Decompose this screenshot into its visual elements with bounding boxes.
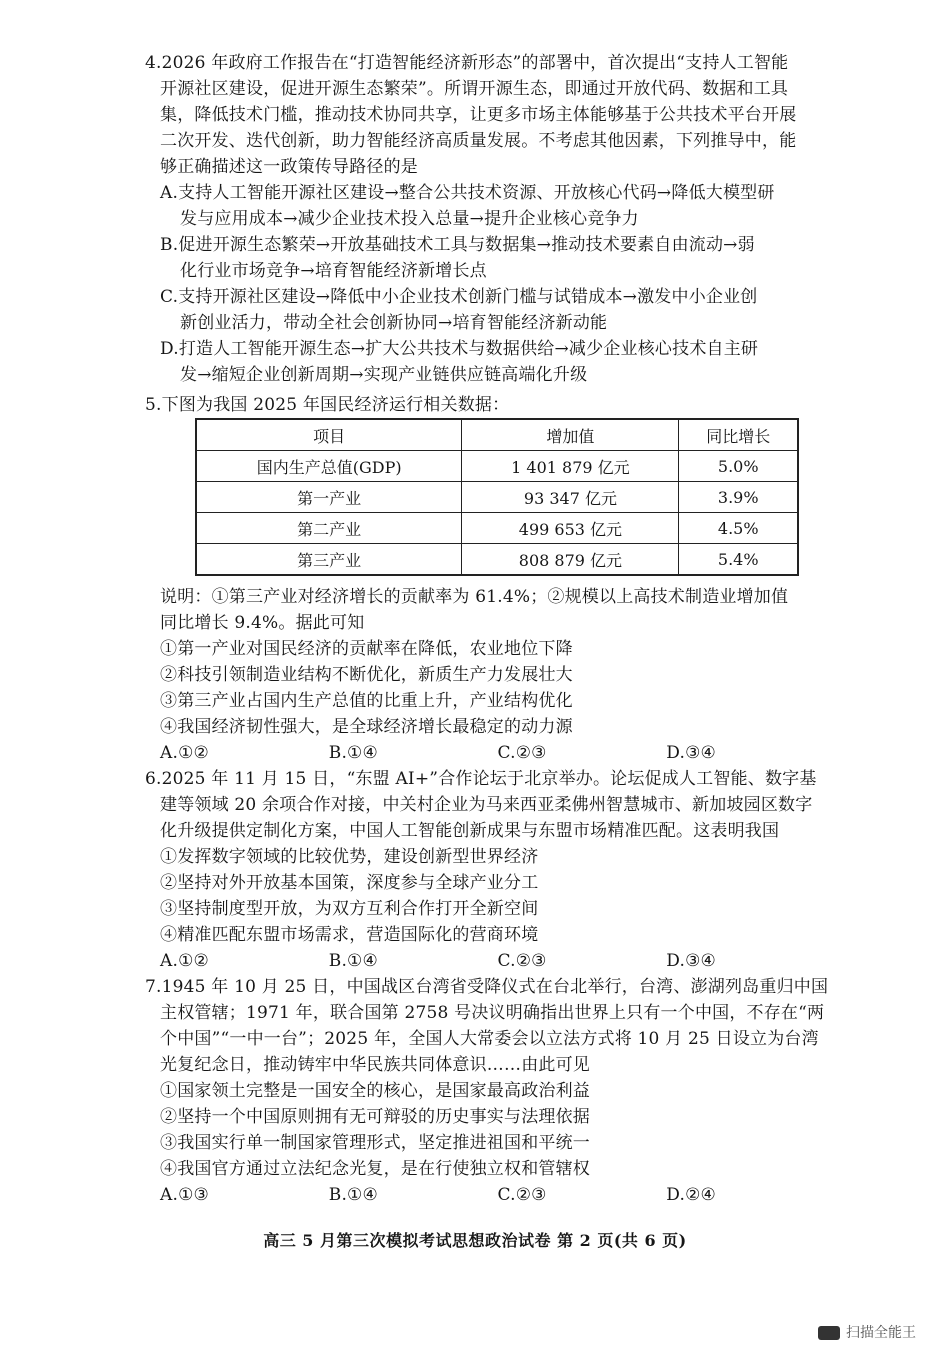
q5-note-cont: 同比增长 9.4%。据此可知 — [160, 613, 365, 633]
q7-stem-line: 主权管辖；1971 年，联合国第 2758 号决议明确指出世界上只有一个中国，不存在“两 — [160, 1003, 825, 1023]
q4-option-b: B.促进开源生态繁荣→开放基础技术工具与数据集→推动技术要素自由流动→弱 — [160, 235, 755, 255]
table-cell: 第二产业 — [196, 513, 462, 544]
table-header-cell: 项目 — [196, 419, 462, 451]
q5-choices — [145, 740, 835, 766]
q7-stem-line: 光复纪念日，推动铸牢中华民族共同体意识……由此可见 — [160, 1055, 590, 1075]
choice-c: C.②③ — [497, 1185, 547, 1205]
table-cell: 499 653 亿元 — [462, 513, 679, 544]
table-cell: 1 401 879 亿元 — [462, 451, 679, 482]
watermark-text: 扫描全能王 — [846, 1325, 916, 1341]
choice-b: B.①④ — [328, 951, 378, 971]
scanner-watermark — [818, 1322, 916, 1342]
q4-stem-line: 开源社区建设，促进开源生态繁荣”。所谓开源生态，即通过开放代码、数据和工具 — [160, 79, 789, 99]
page-footer: 高三 5 月第三次模拟考试思想政治试卷 第 2 页(共 6 页) — [263, 1231, 687, 1250]
q4-option-c-cont: 新创业活力，带动全社会创新协同→培育智能经济新动能 — [180, 313, 608, 333]
table-cell: 第一产业 — [196, 482, 462, 513]
q4-option-a-cont: 发与应用成本→减少企业技术投入总量→提升企业核心竞争力 — [180, 209, 639, 229]
q4-stem-line: 4.2026 年政府工作报告在“打造智能经济新形态”的部署中，首次提出“支持人工智能 — [145, 53, 789, 73]
gdp-table — [195, 418, 799, 576]
table-header-row — [196, 419, 798, 451]
q6-item: ①发挥数字领域的比较优势，建设创新型世界经济 — [160, 847, 539, 867]
q7-stem-line: 7.1945 年 10 月 25 日，中国战区台湾省受降仪式在台北举行，台湾、澎湖列岛重归中国 — [145, 977, 829, 997]
q7-stem-line: 个中国”“一中一台”；2025 年，全国人大常委会以立法方式将 10 月 25 日设立为台湾 — [160, 1029, 819, 1049]
choice-a: A.①② — [160, 951, 209, 971]
choice-a: A.①③ — [160, 1185, 209, 1205]
table-row — [196, 513, 798, 544]
q7-item: ③我国实行单一制国家管理形式，坚定推进祖国和平统一 — [160, 1133, 590, 1153]
q6-stem-line: 6.2025 年 11 月 15 日，“东盟 AI+”合作论坛于北京举办。论坛促成人工智能、数字基 — [145, 769, 817, 789]
q5-note: 说明：①第三产业对经济增长的贡献率为 61.4%；②规模以上高技术制造业增加值 — [160, 587, 789, 607]
question-5-body — [145, 584, 835, 766]
table-row — [196, 451, 798, 482]
table-row — [196, 544, 798, 576]
question-4 — [145, 50, 835, 388]
choice-d: D.③④ — [666, 951, 716, 971]
q6-stem-line: 化升级提供定制化方案，中国人工智能创新成果与东盟市场精准匹配。这表明我国 — [160, 821, 780, 841]
q4-option-c: C.支持开源社区建设→降低中小企业技术创新门槛与试错成本→激发中小企业创 — [160, 287, 758, 307]
q4-option-b-cont: 化行业市场竞争→培育智能经济新增长点 — [180, 261, 487, 281]
choice-b: B.①④ — [328, 1185, 378, 1205]
q4-option-d: D.打造人工智能开源生态→扩大公共技术与数据供给→减少企业核心技术自主研 — [160, 339, 759, 359]
table-cell: 4.5% — [679, 513, 798, 544]
q4-stem-line: 集，降低技术门槛，推动技术协同共享，让更多市场主体能够基于公共技术平台开展 — [160, 105, 797, 125]
q5-item: ④我国经济韧性强大，是全球经济增长最稳定的动力源 — [160, 717, 573, 737]
q5-stem: 5.下图为我国 2025 年国民经济运行相关数据： — [145, 395, 510, 415]
q5-item: ①第一产业对国民经济的贡献率在降低，农业地位下降 — [160, 639, 573, 659]
question-6 — [145, 766, 835, 974]
table-cell: 808 879 亿元 — [462, 544, 679, 576]
question-7 — [145, 974, 835, 1208]
q5-item: ②科技引领制造业结构不断优化，新质生产力发展壮大 — [160, 665, 573, 685]
choice-d: D.②④ — [666, 1185, 716, 1205]
choice-b: B.①④ — [328, 743, 378, 763]
table-header-cell: 同比增长 — [679, 419, 798, 451]
table-cell: 5.4% — [679, 544, 798, 576]
q4-stem-line: 二次开发、迭代创新，助力智能经济高质量发展。不考虑其他因素，下列推导中，能 — [160, 131, 797, 151]
q4-stem-line: 够正确描述这一政策传导路径的是 — [160, 157, 418, 177]
choice-c: C.②③ — [497, 951, 547, 971]
choice-d: D.③④ — [666, 743, 716, 763]
q5-item: ③第三产业占国内生产总值的比重上升，产业结构优化 — [160, 691, 573, 711]
q6-stem-line: 建等领域 20 余项合作对接，中关村企业为马来西亚柔佛州智慧城市、新加坡园区数字 — [160, 795, 813, 815]
q7-choices — [145, 1182, 835, 1208]
table-cell: 93 347 亿元 — [462, 482, 679, 513]
q6-choices — [145, 948, 835, 974]
q6-item: ④精准匹配东盟市场需求，营造国际化的营商环境 — [160, 925, 539, 945]
question-5-stem — [145, 392, 835, 418]
q6-item: ②坚持对外开放基本国策，深度参与全球产业分工 — [160, 873, 539, 893]
q4-option-d-cont: 发→缩短企业创新周期→实现产业链供应链高端化升级 — [180, 365, 588, 385]
scanner-logo-icon — [818, 1326, 840, 1340]
q7-item: ②坚持一个中国原则拥有无可辩驳的历史事实与法理依据 — [160, 1107, 590, 1127]
table-cell: 第三产业 — [196, 544, 462, 576]
q7-item: ④我国官方通过立法纪念光复，是在行使独立权和管辖权 — [160, 1159, 590, 1179]
q6-item: ③坚持制度型开放，为双方互利合作打开全新空间 — [160, 899, 539, 919]
table-cell: 国内生产总值(GDP) — [196, 451, 462, 482]
table-header-cell: 增加值 — [462, 419, 679, 451]
q7-item: ①国家领土完整是一国安全的核心，是国家最高政治利益 — [160, 1081, 590, 1101]
table-row — [196, 482, 798, 513]
choice-a: A.①② — [160, 743, 209, 763]
table-cell: 5.0% — [679, 451, 798, 482]
choice-c: C.②③ — [497, 743, 547, 763]
q4-option-a: A.支持人工智能开源社区建设→整合公共技术资源、开放核心代码→降低大模型研 — [160, 183, 775, 203]
table-cell: 3.9% — [679, 482, 798, 513]
